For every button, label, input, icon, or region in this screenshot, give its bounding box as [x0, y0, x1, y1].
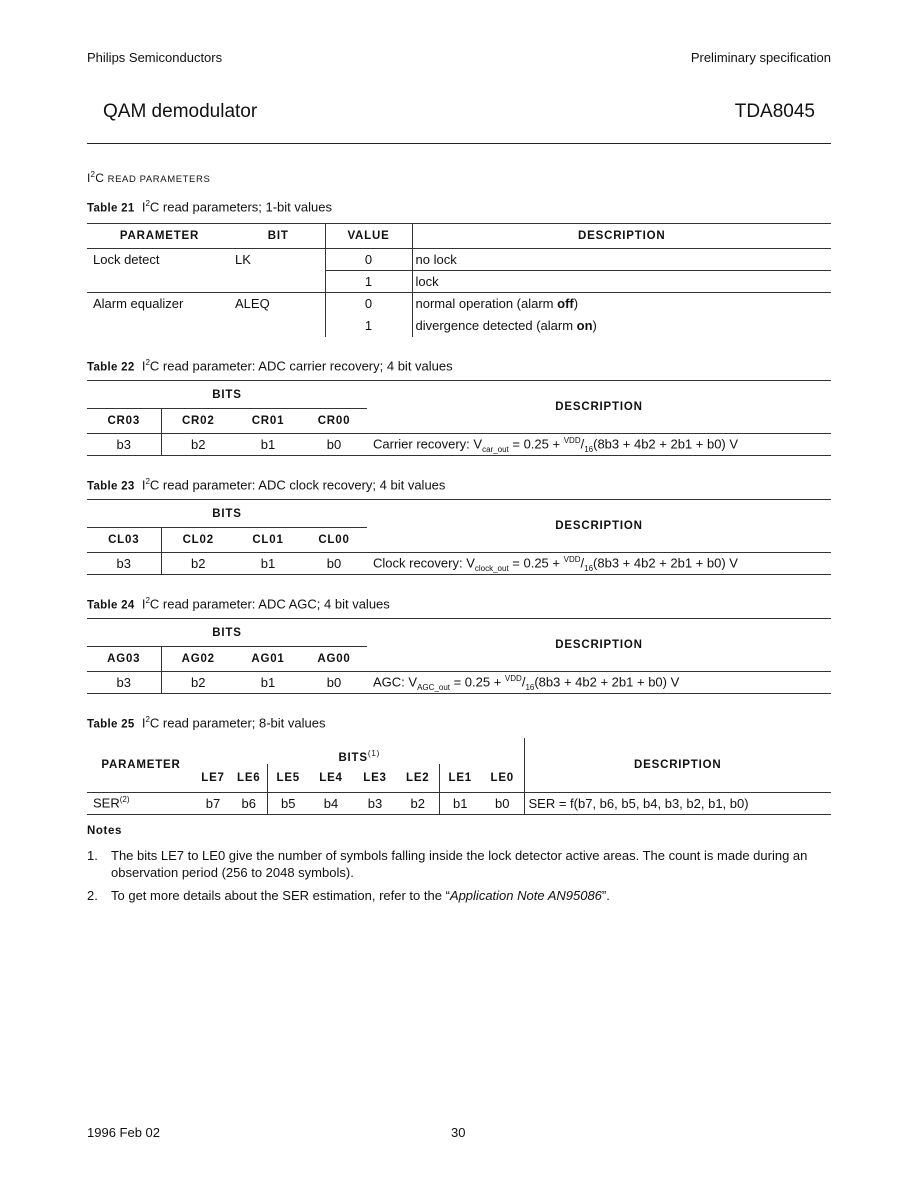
table-row: SER$^{(2)}$ b7 b6 b5 b4 b3 b2 b1 b0 SER = f(b7, b6, b5, b4, b3, b2, b1, b0) [87, 792, 831, 814]
table24-caption: Table 24 $I^2C$ read parameter: ADC AGC; 4 bit values [87, 596, 390, 612]
section-heading: $I^2C$ READ PARAMETERS [87, 170, 211, 185]
table22-header-description: DESCRIPTION [555, 401, 643, 413]
table22: BITS DESCRIPTION CR03 CR02 CR01 CR00 b3 b2 b1 b0 Carrier recovery: $V_{car\_out} = 0.25 + ^{VDD}/_{16}(8b3 + 4b2 + 2b1 + b0)$ V [87, 380, 831, 456]
note-1: 1. The bits LE7 to LE0 give the number of symbols falling inside the lock detector active areas. The count is made during an observation period (256 to 2048 symbols). [87, 848, 808, 880]
table-row: b3 b2 b1 b0 Carrier recovery: $V_{car\_out} = 0.25 + ^{VDD}/_{16}(8b3 + 4b2 + 2b1 + b0)$ V [87, 434, 831, 456]
table-row: b3 b2 b1 b0 AGC: $V_{AGC\_out} = 0.25 + ^{VDD}/_{16}(8b3 + 4b2 + 2b1 + b0)$ V [87, 672, 831, 694]
table21 [87, 223, 831, 337]
note-2: 2. To get more details about the SER estimation, refer to the “Application Note AN95086”. [87, 888, 610, 903]
table24: BITS DESCRIPTION AG03 AG02 AG01 AG00 b3 b2 b1 b0 AGC: $V_{AGC\_out} = 0.25 + ^{VDD}/_{16}(8b3 + 4b2 + 2b1 + b0)$ V [87, 618, 831, 694]
table24-header-description: DESCRIPTION [555, 639, 643, 651]
table21-caption: Table 21 $I^2C$ read parameters; 1-bit values [87, 199, 332, 215]
table25-header-parameter: PARAMETER [101, 758, 181, 771]
table23: BITS DESCRIPTION CL03 CL02 CL01 CL00 b3 b2 b1 b0 Clock recovery: $V_{clock\_out} = 0.25 + ^{VDD}/_{16}(8b3 + 4b2 + 2b1 + b0)$ V [87, 499, 831, 575]
table-row: Lock detect LK 0 no lock [87, 249, 831, 271]
table25-caption: Table 25 $I^2C$ read parameter; 8-bit values [87, 715, 326, 731]
table-row: b3 b2 b1 b0 Clock recovery: $V_{clock\_out} = 0.25 + ^{VDD}/_{16}(8b3 + 4b2 + 2b1 + b0)$ V [87, 553, 831, 575]
table23-caption: Table 23 $I^2C$ read parameter: ADC clock recovery; 4 bit values [87, 477, 446, 493]
table-row: 1 divergence detected (alarm on) [87, 315, 831, 337]
table23-header-description: DESCRIPTION [555, 520, 643, 532]
part-number: TDA8045 [734, 101, 815, 122]
table21-header-bit: BIT [267, 230, 289, 242]
table21-header-value: VALUE [325, 224, 412, 249]
footer-date: 1996 Feb 02 [87, 1125, 161, 1140]
table25-header-description: DESCRIPTION [524, 738, 831, 792]
page-number: 30 [451, 1125, 466, 1140]
table-row: 1 lock [87, 271, 831, 293]
table25: PARAMETER BITS$^{(1)}$ DESCRIPTION LE7 LE6 LE5 LE4 LE3 LE2 LE1 LE0 SER$^{(2)}$ b7 b6 b5 b4 b3 b2 b1 b0 SER = f(b7, b6, b5, b4, b3, b2, b1, b0) [87, 738, 831, 815]
header-rule [87, 143, 831, 144]
table22-caption: Table 22 $I^2C$ read parameter: ADC carrier recovery; 4 bit values [87, 358, 453, 374]
company-name: Philips Semiconductors [87, 50, 223, 65]
table21-header-description: DESCRIPTION [412, 224, 831, 249]
table21-header-parameter: PARAMETER [119, 230, 200, 242]
notes-title: Notes [87, 825, 122, 837]
document-status: Preliminary specification [690, 50, 831, 65]
document-title: QAM demodulator [103, 101, 258, 122]
table-row: Alarm equalizer ALEQ 0 normal operation (alarm off) [87, 293, 831, 315]
